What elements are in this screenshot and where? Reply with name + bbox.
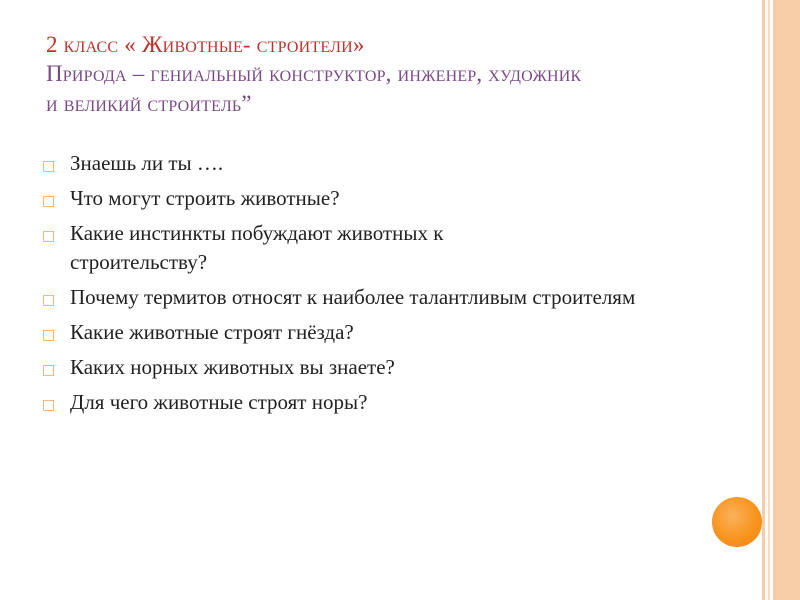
bullet-text: Какие инстинкты побуждают животных к строительству? xyxy=(70,221,444,274)
bullet-item xyxy=(40,318,740,347)
bullet-item xyxy=(40,353,740,382)
title-line-1: 2 класс « Животные- строители» xyxy=(46,32,365,57)
bullet-icon: □ xyxy=(42,292,56,308)
decorative-border-line xyxy=(762,0,765,600)
bullet-item xyxy=(40,184,740,213)
bullet-icon: □ xyxy=(42,362,56,378)
bullet-icon: □ xyxy=(42,397,56,413)
bullet-text: Почему термитов относят к наиболее талантливым строителям xyxy=(70,285,636,309)
bullet-icon: □ xyxy=(42,158,56,174)
bullet-icon: □ xyxy=(42,228,56,244)
slide-title xyxy=(46,30,746,118)
bullet-text: Для чего животные строят норы? xyxy=(70,390,368,414)
decorative-border-band xyxy=(773,0,800,600)
bullet-list xyxy=(40,149,740,423)
bullet-text: Какие животные строят гнёзда? xyxy=(70,320,354,344)
orange-circle-decoration xyxy=(712,497,762,547)
bullet-text: Каких норных животных вы знаете? xyxy=(70,355,395,379)
title-line-3: и великий строитель” xyxy=(46,90,252,116)
bullet-icon: □ xyxy=(42,193,56,209)
bullet-item xyxy=(40,149,740,178)
bullet-item xyxy=(40,219,740,277)
bullet-text: Что могут строить животные? xyxy=(70,186,340,210)
bullet-item xyxy=(40,283,740,312)
bullet-icon: □ xyxy=(42,327,56,343)
title-line-2: Природа – гениальный конструктор, инженер, художник xyxy=(46,61,582,87)
bullet-text: Знаешь ли ты …. xyxy=(70,151,224,175)
bullet-item xyxy=(40,388,740,417)
decorative-border-line xyxy=(768,0,770,600)
